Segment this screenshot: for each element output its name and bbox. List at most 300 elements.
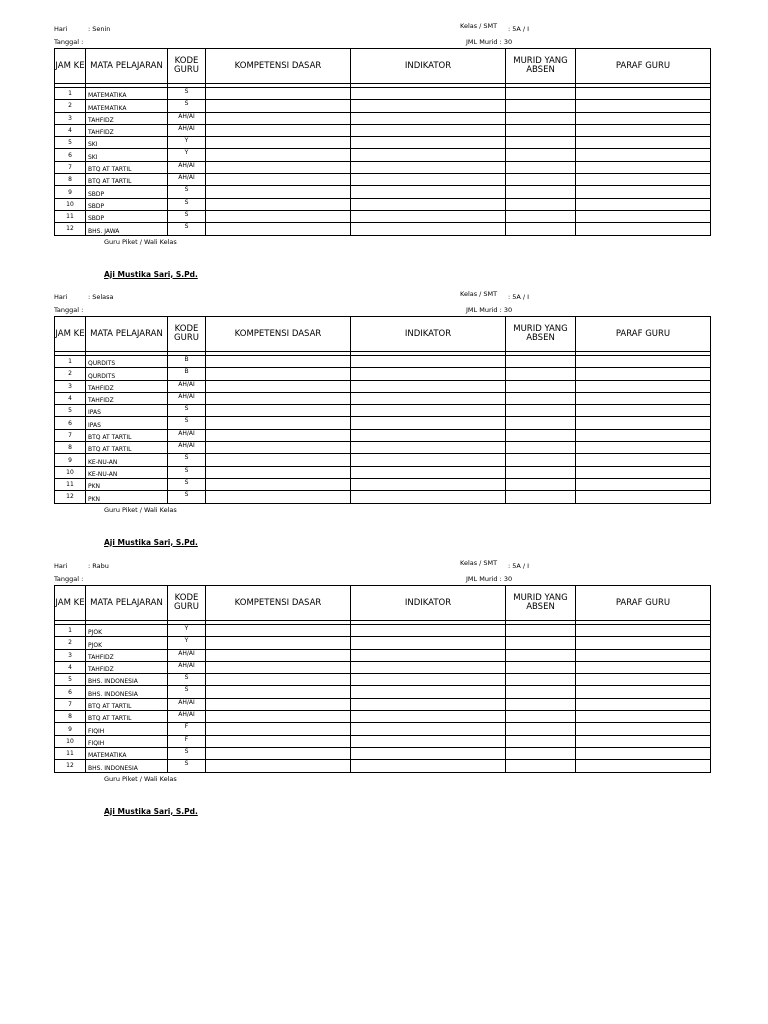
- indikator-cell: [351, 392, 506, 404]
- jam-ke-cell: 6: [55, 417, 86, 429]
- kompetensi-dasar-cell: [206, 625, 351, 637]
- murid-absen-cell: [506, 454, 576, 466]
- table-row: [55, 454, 711, 466]
- jml-murid-label: JML Murid : 30: [466, 306, 513, 314]
- kompetensi-dasar-cell: [206, 466, 351, 478]
- jam-ke-cell: 11: [55, 747, 86, 759]
- kompetensi-dasar-cell: [206, 88, 351, 100]
- mata-pelajaran-cell: IPAS: [86, 405, 168, 417]
- table-row: [55, 747, 711, 759]
- mata-pelajaran-cell: FIQIH: [86, 735, 168, 747]
- murid-absen-cell: [506, 466, 576, 478]
- kode-guru-cell: AH/AI: [168, 380, 206, 392]
- table-row: [55, 661, 711, 673]
- mata-pelajaran-cell: PJOK: [86, 637, 168, 649]
- jam-ke-cell: 10: [55, 198, 86, 210]
- murid-absen-cell: [506, 186, 576, 198]
- murid-absen-cell: [506, 711, 576, 723]
- jam-ke-cell: 11: [55, 478, 86, 490]
- header-murid-absen: MURID YANG ABSEN: [506, 317, 576, 352]
- mata-pelajaran-cell: SKI: [86, 137, 168, 149]
- paraf-guru-cell: [576, 223, 711, 235]
- hari-value: : Selasa: [88, 293, 114, 301]
- murid-absen-cell: [506, 429, 576, 441]
- paraf-guru-cell: [576, 723, 711, 735]
- jam-ke-cell: 12: [55, 760, 86, 772]
- kode-guru-cell: AH/AI: [168, 112, 206, 124]
- murid-absen-cell: [506, 137, 576, 149]
- mata-pelajaran-cell: SBDP: [86, 186, 168, 198]
- teacher-name: Aji Mustika Sari, S.Pd.: [104, 806, 198, 816]
- kode-guru-cell: AH/AI: [168, 161, 206, 173]
- kode-guru-cell: AH/AI: [168, 661, 206, 673]
- mata-pelajaran-cell: TAHFIDZ: [86, 380, 168, 392]
- kompetensi-dasar-cell: [206, 368, 351, 380]
- paraf-guru-cell: [576, 735, 711, 747]
- tanggal-label: Tanggal :: [54, 575, 84, 583]
- day-schedule-block-1: [54, 22, 710, 279]
- paraf-guru-cell: [576, 466, 711, 478]
- murid-absen-cell: [506, 491, 576, 503]
- kompetensi-dasar-cell: [206, 711, 351, 723]
- indikator-cell: [351, 735, 506, 747]
- murid-absen-cell: [506, 124, 576, 136]
- tanggal-label: Tanggal :: [54, 38, 84, 46]
- murid-absen-cell: [506, 356, 576, 368]
- kompetensi-dasar-cell: [206, 356, 351, 368]
- kode-guru-cell: AH/AI: [168, 429, 206, 441]
- table-header-row: [55, 49, 711, 84]
- jam-ke-cell: 5: [55, 674, 86, 686]
- day-schedule-block-2: [54, 290, 710, 547]
- kompetensi-dasar-cell: [206, 454, 351, 466]
- table-row: [55, 356, 711, 368]
- jam-ke-cell: 12: [55, 491, 86, 503]
- kode-guru-cell: S: [168, 674, 206, 686]
- table-row: [55, 429, 711, 441]
- kompetensi-dasar-cell: [206, 760, 351, 772]
- indikator-cell: [351, 466, 506, 478]
- jam-ke-cell: 10: [55, 466, 86, 478]
- indikator-cell: [351, 686, 506, 698]
- hari-label: Hari: [54, 25, 68, 33]
- header-kode-guru: KODE GURU: [168, 586, 206, 621]
- murid-absen-cell: [506, 88, 576, 100]
- indikator-cell: [351, 124, 506, 136]
- table-row: [55, 735, 711, 747]
- jam-ke-cell: 5: [55, 137, 86, 149]
- mata-pelajaran-cell: BTQ AT TARTIL: [86, 711, 168, 723]
- jam-ke-cell: 1: [55, 356, 86, 368]
- table-row: [55, 674, 711, 686]
- murid-absen-cell: [506, 368, 576, 380]
- mata-pelajaran-cell: QURDITS: [86, 356, 168, 368]
- kode-guru-cell: S: [168, 454, 206, 466]
- hari-label: Hari: [54, 562, 68, 570]
- murid-absen-cell: [506, 405, 576, 417]
- indikator-cell: [351, 368, 506, 380]
- murid-absen-cell: [506, 674, 576, 686]
- kompetensi-dasar-cell: [206, 210, 351, 222]
- paraf-guru-cell: [576, 442, 711, 454]
- kelas-value: : 5A / I: [508, 562, 530, 570]
- table-row: [55, 625, 711, 637]
- kompetensi-dasar-cell: [206, 174, 351, 186]
- paraf-guru-cell: [576, 491, 711, 503]
- jam-ke-cell: 4: [55, 124, 86, 136]
- jam-ke-cell: 5: [55, 405, 86, 417]
- header-paraf-guru: PARAF GURU: [576, 586, 711, 621]
- paraf-guru-cell: [576, 198, 711, 210]
- kode-guru-cell: S: [168, 186, 206, 198]
- paraf-guru-cell: [576, 149, 711, 161]
- jam-ke-cell: 9: [55, 186, 86, 198]
- table-header-row: [55, 586, 711, 621]
- mata-pelajaran-cell: TAHFIDZ: [86, 649, 168, 661]
- paraf-guru-cell: [576, 429, 711, 441]
- mata-pelajaran-cell: SBDP: [86, 198, 168, 210]
- paraf-guru-cell: [576, 417, 711, 429]
- paraf-guru-cell: [576, 649, 711, 661]
- teacher-name: Aji Mustika Sari, S.Pd.: [104, 537, 198, 547]
- jam-ke-cell: 3: [55, 380, 86, 392]
- mata-pelajaran-cell: PJOK: [86, 625, 168, 637]
- kompetensi-dasar-cell: [206, 674, 351, 686]
- jam-ke-cell: 10: [55, 735, 86, 747]
- murid-absen-cell: [506, 198, 576, 210]
- mata-pelajaran-cell: BTQ AT TARTIL: [86, 698, 168, 710]
- indikator-cell: [351, 674, 506, 686]
- table-row: [55, 686, 711, 698]
- kompetensi-dasar-cell: [206, 637, 351, 649]
- header-murid-absen: MURID YANG ABSEN: [506, 49, 576, 84]
- kelas-label: Kelas / SMT: [460, 22, 498, 30]
- murid-absen-cell: [506, 417, 576, 429]
- murid-absen-cell: [506, 442, 576, 454]
- kompetensi-dasar-cell: [206, 649, 351, 661]
- indikator-cell: [351, 649, 506, 661]
- kompetensi-dasar-cell: [206, 198, 351, 210]
- jml-murid-label: JML Murid : 30: [466, 575, 513, 583]
- kode-guru-cell: Y: [168, 137, 206, 149]
- kompetensi-dasar-cell: [206, 478, 351, 490]
- paraf-guru-cell: [576, 368, 711, 380]
- kode-guru-cell: S: [168, 88, 206, 100]
- table-row: [55, 698, 711, 710]
- jam-ke-cell: 4: [55, 661, 86, 673]
- header-mata-pelajaran: MATA PELAJARAN: [86, 586, 168, 621]
- indikator-cell: [351, 429, 506, 441]
- kode-guru-cell: S: [168, 210, 206, 222]
- kompetensi-dasar-cell: [206, 429, 351, 441]
- kelas-label: Kelas / SMT: [460, 290, 498, 298]
- paraf-guru-cell: [576, 380, 711, 392]
- header-mata-pelajaran: MATA PELAJARAN: [86, 317, 168, 352]
- table-row: [55, 112, 711, 124]
- kode-guru-cell: AH/AI: [168, 442, 206, 454]
- murid-absen-cell: [506, 112, 576, 124]
- kode-guru-cell: S: [168, 198, 206, 210]
- kode-guru-cell: AH/AI: [168, 649, 206, 661]
- kompetensi-dasar-cell: [206, 223, 351, 235]
- kelas-label: Kelas / SMT: [460, 559, 498, 567]
- murid-absen-cell: [506, 100, 576, 112]
- kompetensi-dasar-cell: [206, 149, 351, 161]
- kode-guru-cell: Y: [168, 637, 206, 649]
- kompetensi-dasar-cell: [206, 491, 351, 503]
- indikator-cell: [351, 454, 506, 466]
- kompetensi-dasar-cell: [206, 137, 351, 149]
- header-paraf-guru: PARAF GURU: [576, 317, 711, 352]
- signature-area: [54, 504, 710, 547]
- kode-guru-cell: B: [168, 368, 206, 380]
- table-row: [55, 442, 711, 454]
- murid-absen-cell: [506, 174, 576, 186]
- kompetensi-dasar-cell: [206, 417, 351, 429]
- murid-absen-cell: [506, 625, 576, 637]
- murid-absen-cell: [506, 649, 576, 661]
- day-info-header: [54, 290, 710, 316]
- mata-pelajaran-cell: SKI: [86, 149, 168, 161]
- table-row: [55, 478, 711, 490]
- kompetensi-dasar-cell: [206, 735, 351, 747]
- mata-pelajaran-cell: PKN: [86, 491, 168, 503]
- indikator-cell: [351, 198, 506, 210]
- kompetensi-dasar-cell: [206, 186, 351, 198]
- kode-guru-cell: S: [168, 100, 206, 112]
- kode-guru-cell: S: [168, 760, 206, 772]
- table-row: [55, 161, 711, 173]
- kompetensi-dasar-cell: [206, 698, 351, 710]
- paraf-guru-cell: [576, 124, 711, 136]
- murid-absen-cell: [506, 637, 576, 649]
- table-row: [55, 88, 711, 100]
- murid-absen-cell: [506, 735, 576, 747]
- jam-ke-cell: 2: [55, 368, 86, 380]
- header-indikator: INDIKATOR: [351, 586, 506, 621]
- tanggal-label: Tanggal :: [54, 306, 84, 314]
- kode-guru-cell: S: [168, 491, 206, 503]
- kompetensi-dasar-cell: [206, 686, 351, 698]
- paraf-guru-cell: [576, 478, 711, 490]
- jam-ke-cell: 8: [55, 442, 86, 454]
- table-row: [55, 174, 711, 186]
- teacher-name: Aji Mustika Sari, S.Pd.: [104, 269, 198, 279]
- guru-piket-label: Guru Piket / Wali Kelas: [104, 505, 177, 514]
- indikator-cell: [351, 661, 506, 673]
- table-row: [55, 405, 711, 417]
- header-kode-guru: KODE GURU: [168, 49, 206, 84]
- murid-absen-cell: [506, 392, 576, 404]
- paraf-guru-cell: [576, 210, 711, 222]
- mata-pelajaran-cell: KE-NU-AN: [86, 454, 168, 466]
- paraf-guru-cell: [576, 625, 711, 637]
- indikator-cell: [351, 747, 506, 759]
- kode-guru-cell: Y: [168, 625, 206, 637]
- kode-guru-cell: F: [168, 735, 206, 747]
- paraf-guru-cell: [576, 174, 711, 186]
- header-kode-guru: KODE GURU: [168, 317, 206, 352]
- jam-ke-cell: 7: [55, 698, 86, 710]
- indikator-cell: [351, 711, 506, 723]
- indikator-cell: [351, 442, 506, 454]
- murid-absen-cell: [506, 223, 576, 235]
- kompetensi-dasar-cell: [206, 723, 351, 735]
- indikator-cell: [351, 478, 506, 490]
- jam-ke-cell: 8: [55, 174, 86, 186]
- header-murid-absen: MURID YANG ABSEN: [506, 586, 576, 621]
- kompetensi-dasar-cell: [206, 100, 351, 112]
- paraf-guru-cell: [576, 356, 711, 368]
- murid-absen-cell: [506, 380, 576, 392]
- kompetensi-dasar-cell: [206, 661, 351, 673]
- table-row: [55, 637, 711, 649]
- kode-guru-cell: B: [168, 356, 206, 368]
- murid-absen-cell: [506, 161, 576, 173]
- mata-pelajaran-cell: MATEMATIKA: [86, 100, 168, 112]
- mata-pelajaran-cell: IPAS: [86, 417, 168, 429]
- mata-pelajaran-cell: MATEMATIKA: [86, 747, 168, 759]
- kode-guru-cell: S: [168, 417, 206, 429]
- hari-value: : Rabu: [88, 562, 109, 570]
- schedule-table: [54, 585, 711, 773]
- murid-absen-cell: [506, 478, 576, 490]
- table-row: [55, 124, 711, 136]
- jam-ke-cell: 3: [55, 112, 86, 124]
- mata-pelajaran-cell: KE-NU-AN: [86, 466, 168, 478]
- table-row: [55, 210, 711, 222]
- table-row: [55, 491, 711, 503]
- table-row: [55, 392, 711, 404]
- header-kompetensi-dasar: KOMPETENSI DASAR: [206, 317, 351, 352]
- murid-absen-cell: [506, 149, 576, 161]
- paraf-guru-cell: [576, 747, 711, 759]
- kode-guru-cell: AH/AI: [168, 174, 206, 186]
- paraf-guru-cell: [576, 674, 711, 686]
- indikator-cell: [351, 356, 506, 368]
- mata-pelajaran-cell: PKN: [86, 478, 168, 490]
- table-row: [55, 760, 711, 772]
- paraf-guru-cell: [576, 392, 711, 404]
- kode-guru-cell: AH/AI: [168, 711, 206, 723]
- schedule-table: [54, 48, 711, 236]
- paraf-guru-cell: [576, 112, 711, 124]
- hari-value: : Senin: [88, 25, 111, 33]
- kode-guru-cell: S: [168, 686, 206, 698]
- indikator-cell: [351, 210, 506, 222]
- murid-absen-cell: [506, 661, 576, 673]
- indikator-cell: [351, 698, 506, 710]
- table-header-row: [55, 317, 711, 352]
- paraf-guru-cell: [576, 100, 711, 112]
- indikator-cell: [351, 149, 506, 161]
- mata-pelajaran-cell: TAHFIDZ: [86, 392, 168, 404]
- jam-ke-cell: 1: [55, 625, 86, 637]
- jam-ke-cell: 2: [55, 100, 86, 112]
- kompetensi-dasar-cell: [206, 112, 351, 124]
- jam-ke-cell: 11: [55, 210, 86, 222]
- jam-ke-cell: 9: [55, 454, 86, 466]
- indikator-cell: [351, 161, 506, 173]
- kompetensi-dasar-cell: [206, 747, 351, 759]
- kelas-value: : 5A / I: [508, 25, 530, 33]
- kompetensi-dasar-cell: [206, 380, 351, 392]
- jam-ke-cell: 7: [55, 429, 86, 441]
- kompetensi-dasar-cell: [206, 442, 351, 454]
- table-row: [55, 368, 711, 380]
- murid-absen-cell: [506, 723, 576, 735]
- paraf-guru-cell: [576, 454, 711, 466]
- indikator-cell: [351, 405, 506, 417]
- table-row: [55, 466, 711, 478]
- header-jam-ke: JAM KE: [55, 49, 86, 84]
- murid-absen-cell: [506, 686, 576, 698]
- paraf-guru-cell: [576, 637, 711, 649]
- guru-piket-label: Guru Piket / Wali Kelas: [104, 237, 177, 246]
- mata-pelajaran-cell: BHS. INDONESIA: [86, 760, 168, 772]
- kode-guru-cell: S: [168, 405, 206, 417]
- jam-ke-cell: 3: [55, 649, 86, 661]
- day-info-header: [54, 559, 710, 585]
- jam-ke-cell: 8: [55, 711, 86, 723]
- indikator-cell: [351, 417, 506, 429]
- mata-pelajaran-cell: FIQIH: [86, 723, 168, 735]
- indikator-cell: [351, 637, 506, 649]
- mata-pelajaran-cell: BHS. INDONESIA: [86, 674, 168, 686]
- mata-pelajaran-cell: BHS. JAWA: [86, 223, 168, 235]
- table-row: [55, 149, 711, 161]
- mata-pelajaran-cell: SBDP: [86, 210, 168, 222]
- indikator-cell: [351, 112, 506, 124]
- table-row: [55, 723, 711, 735]
- paraf-guru-cell: [576, 186, 711, 198]
- kode-guru-cell: S: [168, 478, 206, 490]
- paraf-guru-cell: [576, 698, 711, 710]
- indikator-cell: [351, 223, 506, 235]
- mata-pelajaran-cell: BTQ AT TARTIL: [86, 442, 168, 454]
- kompetensi-dasar-cell: [206, 405, 351, 417]
- jam-ke-cell: 9: [55, 723, 86, 735]
- murid-absen-cell: [506, 698, 576, 710]
- indikator-cell: [351, 186, 506, 198]
- mata-pelajaran-cell: TAHFIDZ: [86, 124, 168, 136]
- table-row: [55, 417, 711, 429]
- table-row: [55, 186, 711, 198]
- jam-ke-cell: 2: [55, 637, 86, 649]
- paraf-guru-cell: [576, 137, 711, 149]
- kode-guru-cell: Y: [168, 149, 206, 161]
- kompetensi-dasar-cell: [206, 124, 351, 136]
- kode-guru-cell: AH/AI: [168, 392, 206, 404]
- kode-guru-cell: S: [168, 466, 206, 478]
- mata-pelajaran-cell: QURDITS: [86, 368, 168, 380]
- mata-pelajaran-cell: BTQ AT TARTIL: [86, 429, 168, 441]
- paraf-guru-cell: [576, 405, 711, 417]
- indikator-cell: [351, 88, 506, 100]
- mata-pelajaran-cell: TAHFIDZ: [86, 661, 168, 673]
- header-jam-ke: JAM KE: [55, 317, 86, 352]
- header-kompetensi-dasar: KOMPETENSI DASAR: [206, 586, 351, 621]
- kode-guru-cell: S: [168, 747, 206, 759]
- mata-pelajaran-cell: BTQ AT TARTIL: [86, 174, 168, 186]
- paraf-guru-cell: [576, 711, 711, 723]
- table-row: [55, 380, 711, 392]
- indikator-cell: [351, 760, 506, 772]
- day-schedule-block-3: [54, 559, 710, 816]
- jam-ke-cell: 1: [55, 88, 86, 100]
- table-row: [55, 137, 711, 149]
- kompetensi-dasar-cell: [206, 392, 351, 404]
